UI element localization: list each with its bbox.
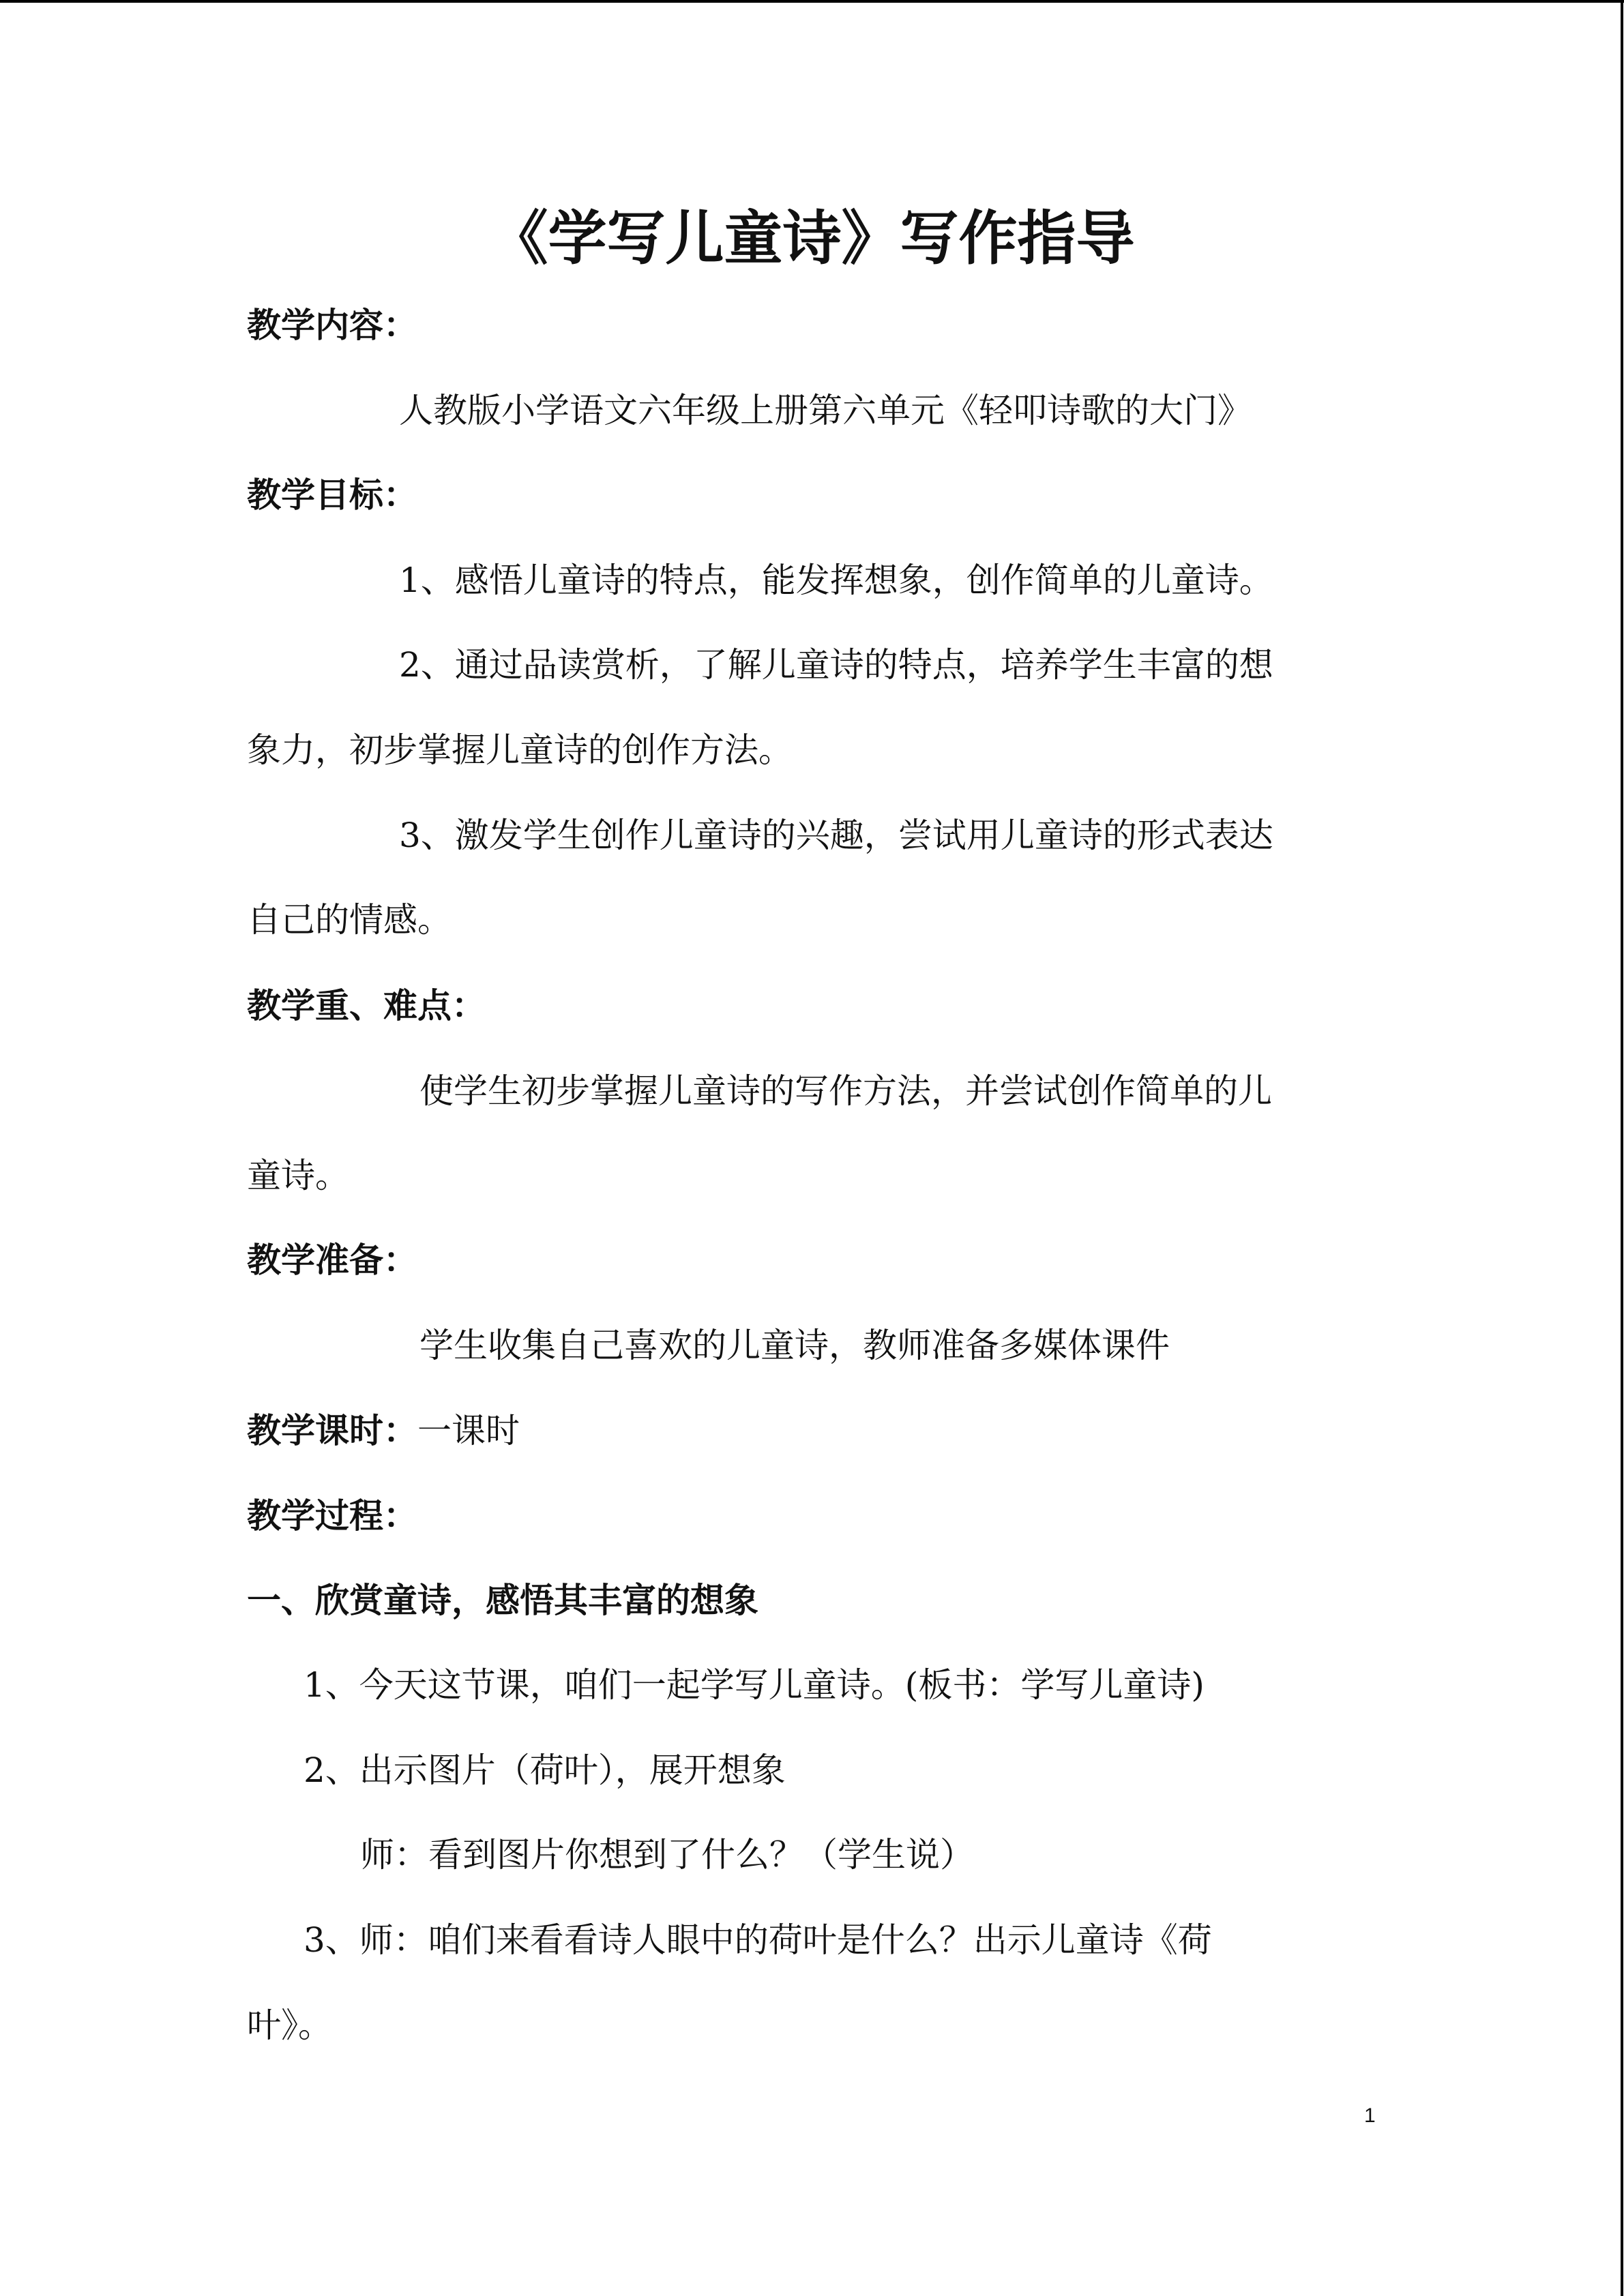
key-points-label: 教学重、难点： <box>247 986 486 1026</box>
preparation-label: 教学准备： <box>247 1240 417 1280</box>
hours-value: 一课时 <box>417 1411 520 1450</box>
step-2: 2、出示图片（荷叶），展开想象 <box>304 1750 786 1790</box>
step-1: 1、今天这节课，咱们一起学写儿童诗。(板书：学写儿童诗) <box>304 1665 1205 1705</box>
hours-row <box>247 1410 520 1451</box>
hours-label: 教学课时： <box>247 1411 417 1450</box>
goal-1: 1、感悟儿童诗的特点，能发挥想象，创作简单的儿童诗。 <box>399 561 1273 600</box>
preparation-text: 学生收集自己喜欢的儿童诗，教师准备多媒体课件 <box>419 1326 1170 1365</box>
goal-3-line-2: 自己的情感。 <box>247 900 452 940</box>
process-label: 教学过程： <box>247 1496 417 1536</box>
page-number: 1 <box>1364 2104 1376 2127</box>
key-points-line-2: 童诗。 <box>247 1156 349 1195</box>
right-border <box>1621 0 1623 2296</box>
step-3-line-1: 3、师：咱们来看看诗人眼中的荷叶是什么？出示儿童诗《荷 <box>304 1920 1212 1960</box>
step-2-teacher: 师：看到图片你想到了什么？（学生说） <box>360 1835 974 1875</box>
goal-2-line-2: 象力，初步掌握儿童诗的创作方法。 <box>247 730 793 770</box>
goal-3-line-1: 3、激发学生创作儿童诗的兴趣，尝试用儿童诗的形式表达 <box>399 816 1273 855</box>
goal-2-line-1: 2、通过品读赏析，了解儿童诗的特点，培养学生丰富的想 <box>399 645 1273 685</box>
step-3-line-2: 叶》。 <box>247 2006 332 2045</box>
content-label: 教学内容： <box>247 305 417 345</box>
top-border <box>0 0 1624 3</box>
key-points-line-1: 使学生初步掌握儿童诗的写作方法，并尝试创作简单的儿 <box>419 1071 1272 1111</box>
goals-label: 教学目标： <box>247 475 417 515</box>
step-heading: 一、欣赏童诗，感悟其丰富的想象 <box>247 1581 758 1620</box>
document-title: 《学写儿童诗》写作指导 <box>489 205 1135 273</box>
content-text: 人教版小学语文六年级上册第六单元《轻叩诗歌的大门》 <box>399 391 1252 430</box>
